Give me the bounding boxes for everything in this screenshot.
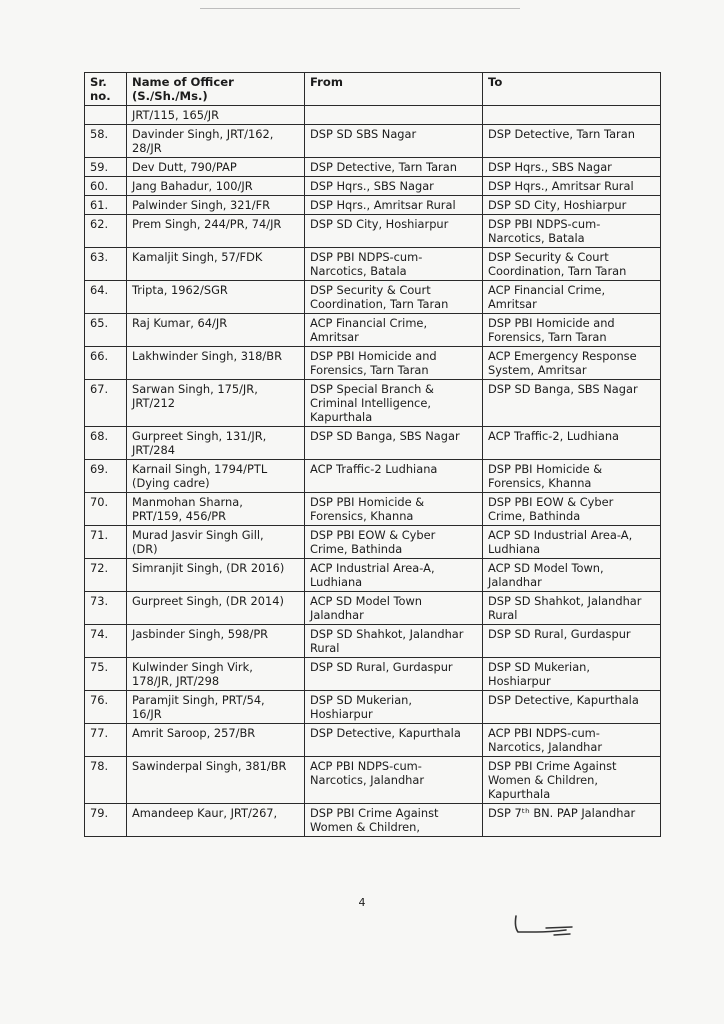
cell-to: DSP Hqrs., Amritsar Rural [483,177,661,196]
cell-sr: 72. [85,559,127,592]
cell-to: ACP Traffic-2, Ludhiana [483,427,661,460]
cell-sr: 73. [85,592,127,625]
cell-to: DSP Detective, Tarn Taran [483,125,661,158]
cell-sr: 58. [85,125,127,158]
table-row [85,460,661,493]
cell-to: ACP SD Industrial Area-A, Ludhiana [483,526,661,559]
cell-sr: 77. [85,724,127,757]
cell-name: Jang Bahadur, 100/JR [127,177,305,196]
cell-sr: 60. [85,177,127,196]
table-header-row [85,73,661,106]
cell-from: ACP Traffic-2 Ludhiana [305,460,483,493]
table-row [85,625,661,658]
cell-sr: 79. [85,804,127,837]
cell-name: Kamaljit Singh, 57/FDK [127,248,305,281]
cell-name: Palwinder Singh, 321/FR [127,196,305,215]
cell-from: DSP Detective, Kapurthala [305,724,483,757]
cell-name: Simranjit Singh, (DR 2016) [127,559,305,592]
table-row [85,493,661,526]
cell-to: DSP Security & Court Coordination, Tarn Taran [483,248,661,281]
cell-to: DSP Hqrs., SBS Nagar [483,158,661,177]
cell-name: Gurpreet Singh, 131/JR, JRT/284 [127,427,305,460]
page-number: 4 [358,896,366,909]
cell-from: DSP Special Branch & Criminal Intelligence, Kapurthala [305,380,483,427]
table-row [85,559,661,592]
cell-name: Jasbinder Singh, 598/PR [127,625,305,658]
cell-name: Karnail Singh, 1794/PTL (Dying cadre) [127,460,305,493]
cell-from: ACP Industrial Area-A, Ludhiana [305,559,483,592]
table-row [85,177,661,196]
cell-to: DSP PBI NDPS-cum- Narcotics, Batala [483,215,661,248]
cell-to: ACP SD Model Town, Jalandhar [483,559,661,592]
cell-name: Paramjit Singh, PRT/54, 16/JR [127,691,305,724]
cell-to: DSP PBI EOW & Cyber Crime, Bathinda [483,493,661,526]
cell-to: DSP SD Banga, SBS Nagar [483,380,661,427]
cell-sr: 62. [85,215,127,248]
cell-sr: 59. [85,158,127,177]
cell-from: DSP PBI Homicide and Forensics, Tarn Taran [305,347,483,380]
cell-sr: 65. [85,314,127,347]
cell-from: DSP Detective, Tarn Taran [305,158,483,177]
table-row [85,314,661,347]
cell-from: DSP SD SBS Nagar [305,125,483,158]
cell-sr: 78. [85,757,127,804]
table-row [85,380,661,427]
cell-name: Dev Dutt, 790/PAP [127,158,305,177]
cell-from: DSP PBI Crime Against Women & Children, [305,804,483,837]
table-row [85,347,661,380]
cell-name: Lakhwinder Singh, 318/BR [127,347,305,380]
cell-name: Tripta, 1962/SGR [127,281,305,314]
cell-from: DSP Security & Court Coordination, Tarn Taran [305,281,483,314]
signature-mark [506,908,596,938]
header-sr-no: Sr. no. [85,73,127,106]
table-row [85,724,661,757]
cell-name: Prem Singh, 244/PR, 74/JR [127,215,305,248]
cell-name: Amrit Saroop, 257/BR [127,724,305,757]
cell-to [483,106,661,125]
cell-sr: 66. [85,347,127,380]
cell-to: DSP SD City, Hoshiarpur [483,196,661,215]
cell-to: ACP Financial Crime, Amritsar [483,281,661,314]
cell-from: DSP PBI Homicide & Forensics, Khanna [305,493,483,526]
cell-to: DSP 7ᵗʰ BN. PAP Jalandhar [483,804,661,837]
cell-from: DSP PBI EOW & Cyber Crime, Bathinda [305,526,483,559]
cell-sr: 68. [85,427,127,460]
cell-sr: 71. [85,526,127,559]
cell-sr: 64. [85,281,127,314]
cell-to: DSP SD Mukerian, Hoshiarpur [483,658,661,691]
cell-to: DSP SD Rural, Gurdaspur [483,625,661,658]
cell-name: Manmohan Sharna, PRT/159, 456/PR [127,493,305,526]
cell-sr: 69. [85,460,127,493]
table-row [85,196,661,215]
cell-to: ACP PBI NDPS-cum- Narcotics, Jalandhar [483,724,661,757]
cell-to: ACP Emergency Response System, Amritsar [483,347,661,380]
cell-to: DSP SD Shahkot, Jalandhar Rural [483,592,661,625]
cell-to: DSP PBI Crime Against Women & Children, Kapurthala [483,757,661,804]
cell-name: Sarwan Singh, 175/JR, JRT/212 [127,380,305,427]
cell-to: DSP PBI Homicide and Forensics, Tarn Taran [483,314,661,347]
continuation-row [85,106,661,125]
cell-name: Amandeep Kaur, JRT/267, [127,804,305,837]
cell-sr: 75. [85,658,127,691]
cell-sr: 74. [85,625,127,658]
table-row [85,215,661,248]
cell-from: ACP SD Model Town Jalandhar [305,592,483,625]
table-row [85,427,661,460]
header-name-of-officer: Name of Officer (S./Sh./Ms.) [127,73,305,106]
table-row [85,281,661,314]
cell-sr [85,106,127,125]
cell-from: DSP SD Banga, SBS Nagar [305,427,483,460]
cell-from: ACP PBI NDPS-cum- Narcotics, Jalandhar [305,757,483,804]
cell-from: DSP SD Rural, Gurdaspur [305,658,483,691]
cell-sr: 63. [85,248,127,281]
header-to: To [483,73,661,106]
table-row [85,691,661,724]
page-top-rule [200,8,520,9]
cell-name: JRT/115, 165/JR [127,106,305,125]
cell-name: Sawinderpal Singh, 381/BR [127,757,305,804]
cell-to: DSP PBI Homicide & Forensics, Khanna [483,460,661,493]
cell-from [305,106,483,125]
cell-name: Gurpreet Singh, (DR 2014) [127,592,305,625]
cell-sr: 70. [85,493,127,526]
cell-sr: 76. [85,691,127,724]
header-from: From [305,73,483,106]
table-row [85,658,661,691]
cell-sr: 67. [85,380,127,427]
cell-from: ACP Financial Crime, Amritsar [305,314,483,347]
cell-from: DSP SD Shahkot, Jalandhar Rural [305,625,483,658]
transfer-table [84,72,661,837]
table-row [85,158,661,177]
table-row [85,526,661,559]
cell-name: Davinder Singh, JRT/162, 28/JR [127,125,305,158]
cell-name: Kulwinder Singh Virk, 178/JR, JRT/298 [127,658,305,691]
table-row [85,804,661,837]
table-row [85,757,661,804]
table-row [85,248,661,281]
cell-from: DSP SD City, Hoshiarpur [305,215,483,248]
cell-name: Murad Jasvir Singh Gill, (DR) [127,526,305,559]
table-row [85,592,661,625]
cell-from: DSP Hqrs., SBS Nagar [305,177,483,196]
table-row [85,125,661,158]
cell-sr: 61. [85,196,127,215]
cell-from: DSP PBI NDPS-cum- Narcotics, Batala [305,248,483,281]
cell-from: DSP Hqrs., Amritsar Rural [305,196,483,215]
cell-name: Raj Kumar, 64/JR [127,314,305,347]
cell-from: DSP SD Mukerian, Hoshiarpur [305,691,483,724]
cell-to: DSP Detective, Kapurthala [483,691,661,724]
